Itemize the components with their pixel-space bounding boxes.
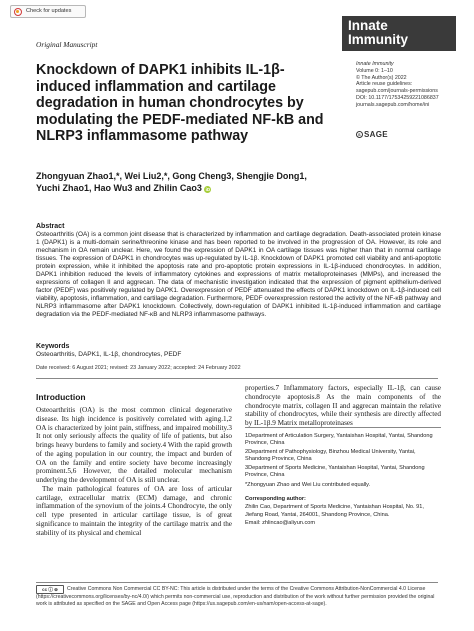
affiliation-2: 2Department of Pathophysiology, Binzhou Medical University, Yantai, Shandong Province, China xyxy=(245,449,416,463)
author-list xyxy=(36,170,366,194)
meta-reuse: Article reuse guidelines: xyxy=(356,81,413,88)
corresponding-author-address: Zhilin Cao, Department of Sports Medicine, Yantaishan Hospital, No. 91, Jiefang Road, Yantai, 264001, Shandong Province, China. xyxy=(245,504,424,518)
authors-line-1: Zhongyuan Zhao1,*, Wei Liu2,*, Gong Cheng3, Shengjie Dong1, xyxy=(36,171,307,181)
keywords-heading: Keywords xyxy=(36,343,70,350)
meta-copyright: © The Author(s) 2022 xyxy=(356,74,407,81)
check-for-updates-badge[interactable] xyxy=(10,5,86,18)
intro-paragraph-1: Osteoarthritis (OA) is the most common clinical degenerative disease. Its high incidence is positively correlated with aging.1,2 OA is characterized by joint pain, stiffness, and impaired mobility.3 It not only seriously affects the quality of life of patients, but also brings heavy burdens to family and society.4 With the rapid growth of the aging population in our country, the impact and burden of OA on the family and entire society have become increasingly prominent.5,6 However, the detailed molecular mechanism underlying the development of OA is still unclear. xyxy=(36,406,232,484)
journal-logo-line1: Innate xyxy=(348,18,388,33)
affiliation-divider xyxy=(245,427,441,428)
orcid-icon[interactable]: iD xyxy=(205,187,211,192)
journal-logo xyxy=(342,16,456,51)
license-footer xyxy=(36,585,441,607)
equal-contribution-note: *Zhongyuan Zhao and Wei Liu contributed equally. xyxy=(245,482,371,489)
corresponding-author-email[interactable]: Email: zhlincao@aliyun.com xyxy=(245,520,316,527)
license-text: Creative Commons Non Commercial CC BY-NC: This article is distributed under the terms of the Creative Commons Attribution-NonCommercial 4.0 License (https://creativecommons.org/licenses/by-nc/4.0/) which permits non-commercial use, reproduction and distribution of the work without further permission provided the original work is attributed as specified on the SAGE and Open Access page (https://us.sagepub.com/en-us/nam/open-access-at-sage). xyxy=(36,586,435,607)
corresponding-author-heading: Corresponding author: xyxy=(245,495,306,502)
update-icon xyxy=(14,8,22,16)
article-title: Knockdown of DAPK1 inhibits IL-1β-induced inflammation and cartilage degradation in human chondrocytes by modulating the PEDF-mediated NF-kB and NLRP3 inflammasome pathway xyxy=(36,62,324,145)
authors-line-2-text: Yuchi Zhao1, Hao Wu3 and Zhilin Cao3 xyxy=(36,183,202,193)
abstract-text: Osteoarthritis (OA) is a common joint disease that is characterized by inflammation and cartilage degradation. Death-associated protein kinase 1 (DAPK1) is a multi-domain serine/threonine kinase and has been reported to be involved in the progression of OA. However, its role and mechanism in OA remain unclear. Here, we found the expression of DAPK1 in OA cartilage tissues was higher than that in normal cartilage tissues. The expression of DAPK1 in chondrocytes was up-regulated by IL-1β. Knockdown of DAPK1 promoted cell viability and anti-apoptotic protein expression, while it inhibited the apoptosis rate and pro-apoptotic protein expressions in IL-1β-induced chondrocytes. In addition, DAPK1 inhibition reduced the levels of inflammatory cytokines and expressions of matrix metalloproteinases (MMPs), and increased the expressions of collagen II and aggrecan. The data of mechanistic investigation indicated that the expression of pigment epithelium-derived factor (PEDF) was positively regulated by DAPK1. Overexpression of PEDF attenuated the effects of DAPK1 knockdown on IL-1β-induced cell viability, apoptosis, inflammation, and cartilage degradation. Furthermore, PEDF overexpression restored the activity of the NF-κB pathway and NLRP3 inflammasome after DAPK1 knockdown. Collectively, down-regulation of DAPK1 inhibited IL-1β-induced inflammation and cartilage degradation via the PEDF-mediated NF-κB and NLRP3 inflammasome pathways. xyxy=(36,231,441,319)
authors-line-2 xyxy=(36,182,366,194)
creative-commons-icon[interactable]: cc ⓘ ⊜ xyxy=(36,585,64,594)
update-badge-label: Check for updates xyxy=(26,8,72,14)
footer-divider xyxy=(36,582,438,583)
journal-meta xyxy=(356,61,471,109)
affiliations xyxy=(245,433,441,529)
publisher-name: SAGE xyxy=(364,130,388,139)
affiliation-3: 3Department of Sports Medicine, Yantaishan Hospital, Yantai, Shandong Province, China xyxy=(245,465,425,479)
sage-circle-icon: S xyxy=(356,131,363,138)
meta-volume: Volume 0: 1–10 xyxy=(356,67,393,74)
intro-paragraph-2: The main pathological features of OA are loss of articular cartilage, extracellular matrix (ECM) damage, and chronic inflammation of the synovium of the joints.4 Chondrocyte, the only cell type presented in articular cartilage tissue, is of great significance to maintain the integrity of the cartilage matrix and the stability of its physical and chemical xyxy=(36,484,232,537)
article-dates: Date received: 6 August 2021; revised: 23 January 2022; accepted: 24 February 2022 xyxy=(36,365,241,371)
introduction-column-2: properties.7 Inflammatory factors, especially IL-1β, can cause chondrocyte apoptosis.8 As the main components of the chondrocyte matrix, collagen II and aggrecan maintain the relative stability of chondrocytes, while their synthesis are directly affected by IL-1β.9 Matrix metalloproteinases xyxy=(245,384,441,427)
manuscript-type: Original Manuscript xyxy=(36,40,98,49)
meta-url[interactable]: journals.sagepub.com/home/ini xyxy=(356,101,430,108)
meta-journal: Innate Immunity xyxy=(356,61,394,67)
affiliation-1: 1Department of Articulation Surgery, Yantaishan Hospital, Yantai, Shandong Province, China xyxy=(245,433,433,447)
section-divider xyxy=(36,378,438,379)
journal-logo-line2: Immunity xyxy=(348,32,409,47)
meta-doi[interactable]: DOI: 10.1177/17534259221086837 xyxy=(356,94,439,101)
publisher-logo xyxy=(356,130,388,139)
meta-reuse-url[interactable]: sagepub.com/journals-permissions xyxy=(356,88,438,95)
abstract-heading: Abstract xyxy=(36,223,65,230)
introduction-heading: Introduction xyxy=(36,392,86,402)
keywords-text: Osteoarthritis, DAPK1, IL-1β, chondrocytes, PEDF xyxy=(36,351,182,358)
introduction-column-1 xyxy=(36,406,232,537)
